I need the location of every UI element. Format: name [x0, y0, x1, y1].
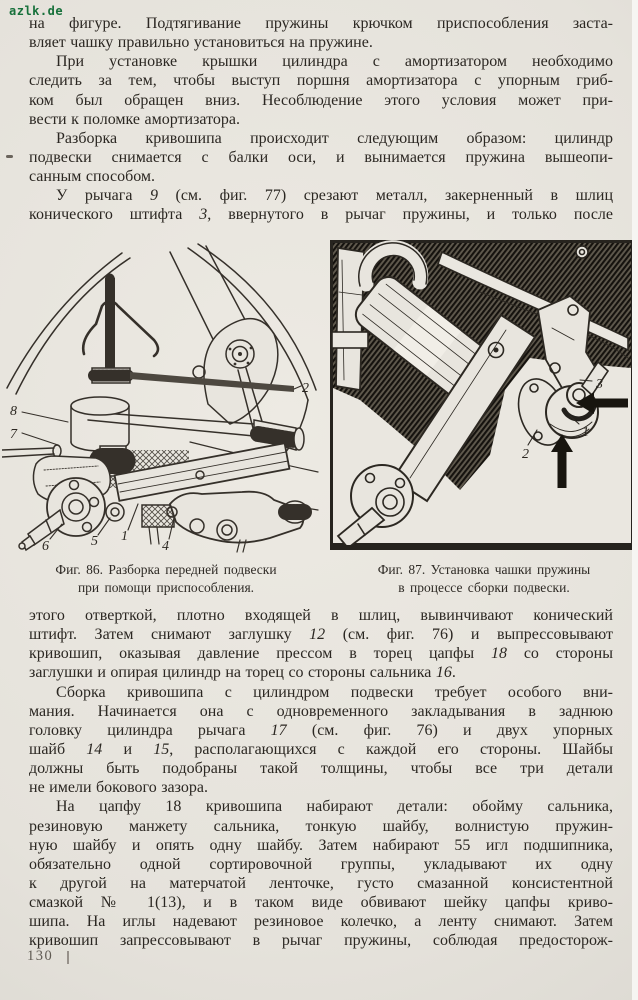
figure-87 [330, 240, 634, 552]
figure-87-caption-line1: Фиг. 87. Установка чашки пружины [377, 562, 591, 577]
scan-scratch [67, 951, 69, 964]
text-line: вляет чашку правильно установиться на пружине. [29, 34, 373, 52]
text-line: этого отверткой, плотно входящей в шлиц, вывинчивают конический [29, 607, 613, 624]
text-line: кривошип запрессовывают в рычаг пружины, соблюдая предосторож- [29, 932, 613, 950]
text-line: ком был обращен вниз. Несоблюдение этого условия может при- [29, 91, 613, 109]
text-line: На цапфу 18 кривошипа набирают детали: обойму сальника, [56, 798, 613, 816]
figure-87-caption-line2: в процессе сборки подвески. [398, 579, 570, 595]
callout-2: 2 [522, 447, 529, 462]
figure-87-illustration [330, 240, 634, 552]
text-line: следить за тем, чтобы выступ поршня амортизатора с упорным гриб- [29, 72, 613, 90]
scan-edge [632, 0, 638, 1000]
figure-86-caption [16, 561, 316, 596]
text-line: шипа. На иглы надевают резиновое колечко, а ленту снимают. Затем [29, 913, 613, 931]
page-number: 130 [27, 948, 54, 964]
text-line: не имели бокового зазора. [29, 779, 208, 797]
text-line: мания. Начинается она с одновременного закладывания в заднюю [29, 702, 613, 720]
figure-87-caption [334, 561, 634, 596]
text-line: резиновую манжету сальника, тонкую шайбу, волнистую пружин- [29, 817, 613, 835]
callout-4: 4 [162, 539, 169, 554]
text-line: к другой на матерчатой ленточке, густо смазанной консистентной [29, 874, 613, 892]
callout-3: 3 [596, 377, 603, 392]
paragraphs-top [29, 14, 613, 225]
text-line: на фигуре. Подтягивание пружины крючком приспособления заста- [29, 15, 613, 32]
text-line: При установке крышки цилиндра с амортизатором необходимо [56, 53, 613, 71]
callout-8: 8 [10, 404, 17, 419]
text-line: заглушки и опирая цилиндр на торец со стороны сальника 16. [29, 664, 456, 682]
text-line: подвески снимается с балки оси, и вынимается пружина вышеопи- [29, 148, 613, 166]
watermark: azlk.de [9, 4, 64, 18]
text-line: вести к поломке амортизатора. [29, 110, 240, 128]
figure-86-caption-line1: Фиг. 86. Разборка передней подвески [55, 562, 277, 577]
text-line: штифт. Затем снимают заглушку 12 (см. фиг. 76) и выпрессовывают [29, 626, 613, 644]
callout-2: 2 [302, 381, 309, 396]
text-line: кривошип, оказывая давление прессом в торец цапфы 18 со стороны [29, 645, 613, 663]
text-line: ную шайбу и опять одну шайбу. Затем набирают 55 игл подшипника, [29, 836, 613, 854]
text-line: головку цилиндра рычага 17 (см. фиг. 76) и двух упорных [29, 721, 613, 739]
text-line: конического штифта 3, ввернутого в рычаг пружины, и только после [29, 206, 613, 224]
text-line: санным способом. [29, 168, 156, 186]
text-line: шайб 14 и 15, располагающихся с каждой его стороны. Шайбы [29, 740, 613, 758]
figure-86-illustration [2, 242, 320, 554]
callout-1: 1 [121, 529, 128, 544]
callout-6: 6 [42, 539, 49, 554]
ink-speck [6, 155, 13, 158]
text-line: обязательно одной сортировочной группы, укладывают их одну [29, 855, 613, 873]
callout-7: 7 [10, 427, 17, 442]
callout-1: 1 [582, 425, 589, 440]
text-line: У рычага 9 (см. фиг. 77) срезают металл, закерненный в шлиц [56, 187, 613, 205]
paragraphs-bottom [29, 606, 613, 951]
text-line: должны быть подобраны такой толщины, чтобы все три детали [29, 760, 613, 778]
figure-86 [2, 242, 320, 554]
callout-5: 5 [91, 534, 98, 549]
text-line: смазкой № 1(13), и в таком виде обвивают шейку цапфы криво- [29, 894, 613, 912]
text-line: Разборка кривошипа происходит следующим образом: цилиндр [56, 129, 613, 147]
figure-86-caption-line2: при помощи приспособления. [77, 579, 255, 595]
text-line: Сборка кривошипа с цилиндром подвески требует особого вни- [56, 683, 613, 701]
